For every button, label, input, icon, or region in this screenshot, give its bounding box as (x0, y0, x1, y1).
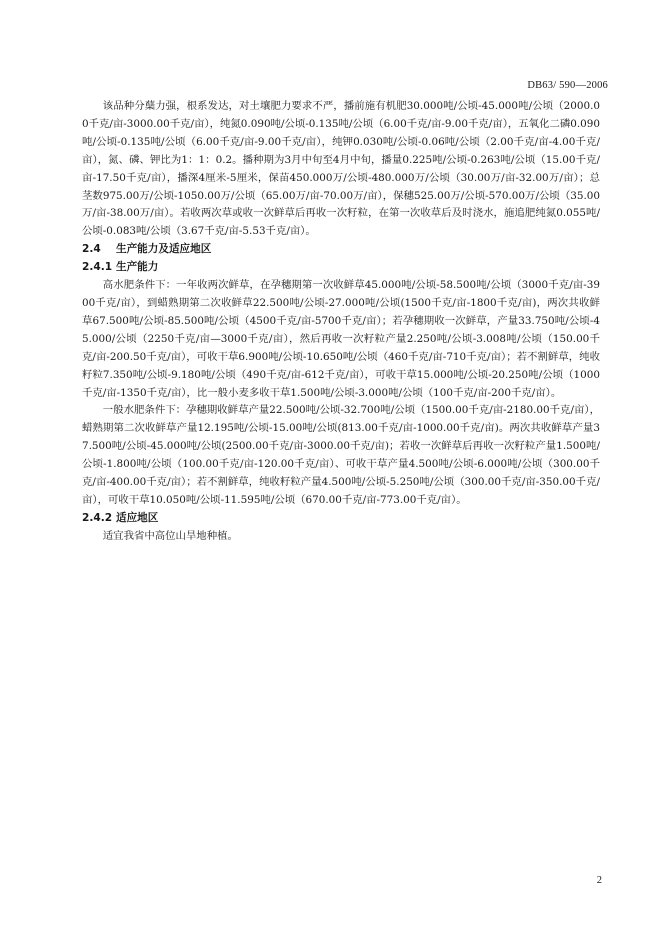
section-heading-2-4 (82, 241, 600, 259)
section-number: 2.4 (82, 243, 101, 256)
section-title: 适应地区 (116, 511, 159, 524)
section-title: 生产能力及适应地区 (116, 243, 212, 256)
document-body (82, 98, 600, 546)
page-number: 2 (596, 875, 602, 886)
section-number: 2.4.2 (82, 511, 113, 524)
section-number: 2.4.1 (82, 261, 113, 274)
section-title: 生产能力 (116, 261, 159, 274)
document-code: DB63/ 590—2006 (527, 80, 608, 91)
normal-fertility-yield-paragraph: 一般水肥条件下：孕穗期收鲜草产量22.500吨/公顷-32.700吨/公顷（1500.00千克/亩-2180.00千克/亩），蜡熟期第二次收鲜草产量12.195吨/公顷-15.00吨/公顷(813.00千克/亩-1000.00千克/亩)。两次共收鲜草产量37.500吨/公顷-45.000吨/公顷(2500.00千克/亩-3000.00千克/亩)；若收一次鲜草后再收一次籽粒产量1.500吨/公顷-1.800吨/公顷（100.00千克/亩-120.00千克/亩）、可收干草产量4.500吨/公顷-6.000吨/公顷（300.00千克/亩-400.00千克/亩）；若不割鲜草，纯收籽粒产量4.500吨/公顷-5.250吨/公顷（300.00千克/亩-350.00千克/亩），可收干草10.050吨/公顷-11.595吨/公顷（670.00千克/亩-773.00千克/亩）。 (82, 404, 600, 506)
suitable-region-paragraph: 适宜我省中高位山旱地种植。 (102, 529, 238, 542)
cultivation-paragraph: 该品种分蘖力强，根系发达，对土壤肥力要求不严，播前施有机肥30.000吨/公顷-45.000吨/公顷（2000.00千克/亩-3000.00千克/亩），纯氮0.090吨/公顷-0.135吨/公顷（6.00千克/亩-9.00千克/亩），五氧化二磷0.090吨/公顷-0.135吨/公顷（6.00千克/亩-9.00千克/亩），纯钾0.030吨/公顷-0.06吨/公顷（2.00千克/亩-4.00千克/亩），氮、磷、钾比为1：1：0.2。播种期为3月中旬至4月中旬，播量0.225吨/公顷-0.263吨/公顷（15.00千克/亩-17.50千克/亩），播深4厘米-5厘米，保苗450.000万/公顷-480.000万/公顷（30.00万/亩-32.00万/亩）；总茎数975.00万/公顷-1050.00万/公顷（65.00万/亩-70.00万/亩），保穗525.00万/公顷-570.00万/公顷（35.00万/亩-38.00万/亩）。若收两次草或收一次鲜草后再收一次籽粒，在第一次收草后及时浇水，施追肥纯氮0.055吨/公顷-0.083吨/公顷（3.67千克/亩-5.53千克/亩）。 (82, 100, 600, 238)
high-fertility-yield-paragraph: 高水肥条件下：一年收两次鲜草，在孕穗期第一次收鲜草45.000吨/公顷-58.500吨/公顷（3000千克/亩-3900千克/亩），到蜡熟期第二次收鲜草22.500吨/公顷-27.000吨/公顷(1500千克/亩-1800千克/亩)，两次共收鲜草67.500吨/公顷-85.500吨/公顷（4500千克/亩-5700千克/亩）；若孕穗期收一次鲜草，产量33.750吨/公顷-45.000/公顷（2250千克/亩—3000千克/亩），然后再收一次籽粒产量2.250吨/公顷-3.008吨/公顷（150.00千克/亩-200.50千克/亩），可收干草6.900吨/公顷-10.650吨/公顷（460千克/亩-710千克/亩）；若不割鲜草，纯收籽粒7.350吨/公顷-9.180吨/公顷（490千克/亩-612千克/亩），可收干草15.000吨/公顷-20.250吨/公顷（1000千克/亩-1350千克/亩），比一般小麦多收干草1.500吨/公顷-3.000吨/公顷（100千克/亩-200千克/亩）。 (82, 279, 600, 399)
section-heading-2-4-1 (82, 259, 600, 277)
section-heading-2-4-2 (82, 510, 600, 528)
